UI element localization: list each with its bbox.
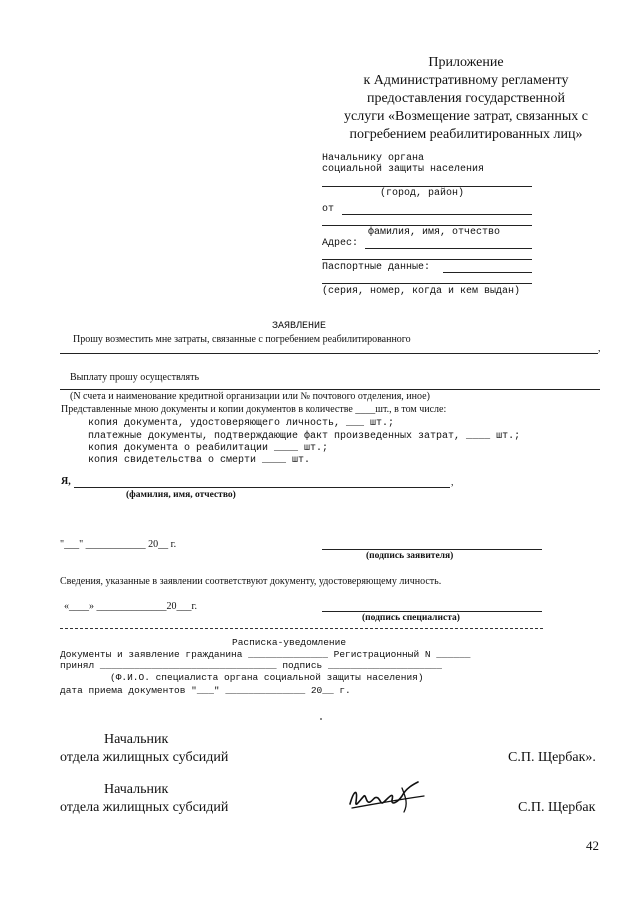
passport-line-2 bbox=[322, 283, 532, 284]
request-text: Прошу возместить мне затраты, связанные с погребением реабилитированного bbox=[73, 334, 411, 345]
payment-line bbox=[60, 389, 600, 390]
address-line bbox=[365, 248, 532, 249]
form-title: ЗАЯВЛЕНИЕ bbox=[272, 321, 327, 332]
applicant-caption: (подпись заявителя) bbox=[366, 551, 454, 561]
from-line-2 bbox=[322, 225, 532, 226]
document-item: копия свидетельства о смерти ____ шт. bbox=[88, 455, 311, 466]
appendix-line: погребением реабилитированных лиц» bbox=[349, 127, 583, 142]
footer-department-2: отдела жилищных субсидий bbox=[60, 800, 229, 815]
document-item: платежные документы, подтверждающие факт произведенных затрат, ____ шт.; bbox=[88, 431, 521, 442]
city-line bbox=[322, 186, 532, 187]
comma-mark: , bbox=[451, 477, 454, 488]
appendix-line: предоставления государственной bbox=[366, 91, 566, 106]
footer-name-2: С.П. Щербак bbox=[518, 800, 596, 815]
city-caption: (город, район) bbox=[380, 188, 465, 199]
addressee-line1: Начальнику органа bbox=[322, 153, 425, 164]
document-item: копия документа о реабилитации ____ шт.; bbox=[88, 443, 329, 454]
fio-caption: фамилия, имя, отчество bbox=[368, 227, 501, 238]
from-line bbox=[342, 214, 532, 215]
appendix-line: услуги «Возмещение затрат, связанных с bbox=[344, 109, 588, 124]
handwritten-signature bbox=[344, 778, 430, 818]
specialist-caption: (подпись специалиста) bbox=[362, 613, 460, 623]
address-label: Адрес: bbox=[322, 238, 359, 249]
appendix-heading bbox=[320, 54, 612, 144]
receipt-specialist-caption: (Ф.И.О. специалиста органа социальной защиты населения) bbox=[110, 672, 424, 683]
request-line bbox=[60, 353, 598, 354]
passport-line bbox=[443, 272, 532, 273]
page-number: 42 bbox=[586, 838, 599, 853]
verification-text: Сведения, указанные в заявлении соответствуют документу, удостоверяющему личность. bbox=[60, 576, 442, 587]
fio-line bbox=[74, 487, 450, 488]
account-caption: (N счета и наименование кредитной организации или № почтового отделения, иное) bbox=[70, 391, 430, 402]
applicant-signature-line bbox=[322, 549, 542, 550]
receipt-title: Расписка-уведомление bbox=[232, 637, 347, 648]
appendix-line: Приложение bbox=[428, 55, 504, 70]
address-line-2 bbox=[322, 259, 532, 260]
specialist-signature-line bbox=[322, 611, 542, 612]
footer-title-2: Начальник bbox=[104, 782, 169, 797]
date-applicant: "___" ____________ 20__ г. bbox=[60, 539, 177, 550]
passport-caption: (серия, номер, когда и кем выдан) bbox=[322, 286, 521, 297]
addressee-line2: социальной защиты населения bbox=[322, 164, 485, 175]
i-label: Я, bbox=[61, 476, 71, 487]
comma-mark: , bbox=[598, 343, 601, 354]
receipt-docs-line: Документы и заявление гражданина ______________ Регистрационный N ______ bbox=[60, 649, 471, 660]
cut-line bbox=[60, 628, 543, 629]
footer-title-1: Начальник bbox=[104, 732, 169, 747]
passport-label: Паспортные данные: bbox=[322, 262, 431, 273]
appendix-line: к Административному регламенту bbox=[363, 73, 569, 88]
from-label: от bbox=[322, 204, 335, 215]
receipt-accepted-line: принял _______________________________ подпись ____________________ bbox=[60, 660, 442, 671]
document-item: копия документа, удостоверяющего личность, ___ шт.; bbox=[88, 418, 395, 429]
date-specialist: «____» ______________20___г. bbox=[64, 601, 197, 612]
scan-dot bbox=[320, 718, 322, 720]
fio-caption: (фамилия, имя, отчество) bbox=[126, 490, 236, 500]
receipt-date-line: дата приема документов "___" ______________ 20__ г. bbox=[60, 685, 351, 696]
documents-intro: Представленные мною документы и копии документов в количестве ____шт., в том числе: bbox=[61, 404, 447, 415]
footer-name-1: С.П. Щербак». bbox=[508, 750, 596, 765]
footer-department-1: отдела жилищных субсидий bbox=[60, 750, 229, 765]
payment-text: Выплату прошу осуществлять bbox=[70, 372, 200, 383]
